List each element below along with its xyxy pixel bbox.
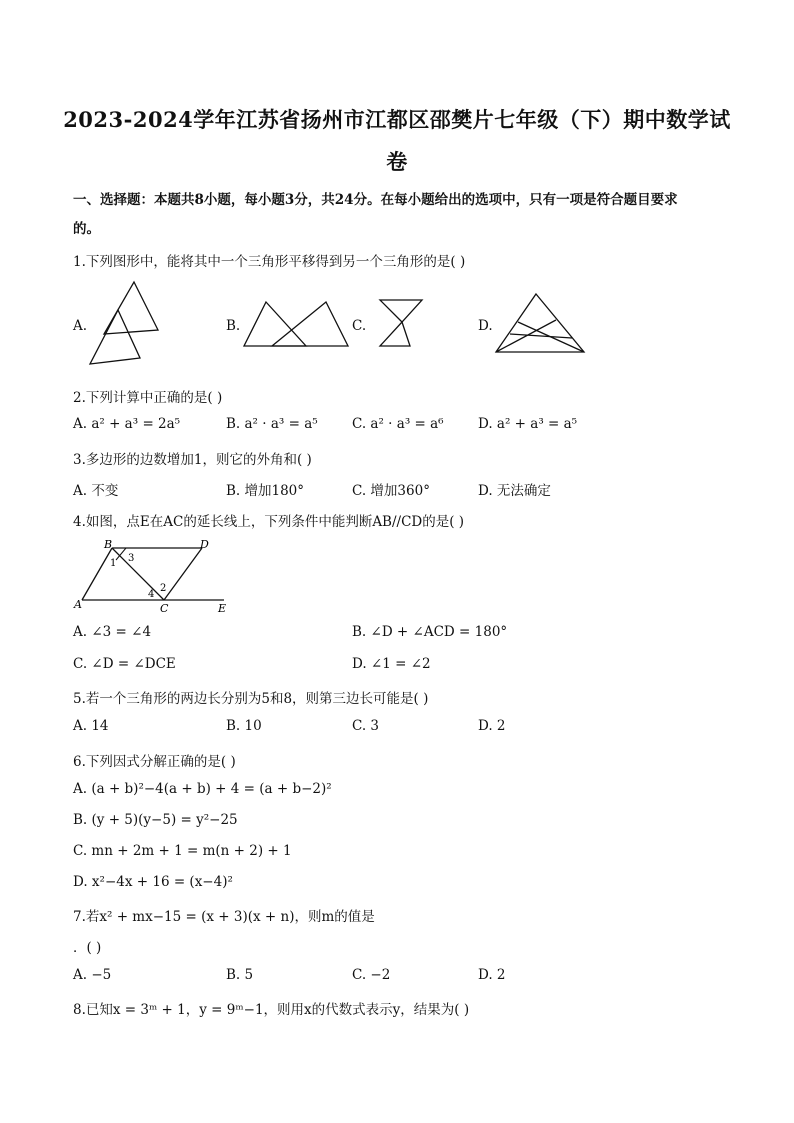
q2-option-a: A. a² + a³ = 2a⁵ [73,416,181,432]
q2-option-d: D. a² + a³ = a⁵ [478,416,578,432]
q4-label-E: E [218,602,227,614]
q4-option-a: A. ∠3 = ∠4 [73,624,152,640]
q4-option-d: D. ∠1 = ∠2 [352,656,431,672]
q3-option-b: B. 增加180° [226,483,305,499]
section-heading-line1: 一、选择题：本题共8小题，每小题3分，共24分。在每小题给出的选项中，只有一项是符合题目要求 [73,192,678,208]
q6-stem: 6.下列因式分解正确的是( ) [73,754,236,770]
q1-option-d-label: D. [478,318,493,334]
q4-figure [72,536,232,614]
q4-option-c: C. ∠D = ∠DCE [73,656,176,672]
q7-option-a: A. −5 [73,967,112,983]
q1-figure-d [494,290,588,356]
q3-stem: 3.多边形的边数增加1，则它的外角和( ) [73,452,312,468]
q6-option-b: B. (y + 5)(y−5) = y²−25 [73,812,238,828]
q1-option-c-label: C. [352,318,367,334]
q1-option-b-label: B. [226,318,241,334]
q5-option-a: A. 14 [73,718,109,734]
q6-option-a: A. (a + b)²−4(a + b) + 4 = (a + b−2)² [73,781,332,797]
q6-option-c: C. mn + 2m + 1 = m(n + 2) + 1 [73,843,292,859]
q1-option-a-label: A. [73,318,88,334]
q7-option-b: B. 5 [226,967,254,983]
q7-option-c: C. −2 [352,967,391,983]
q4-stem: 4.如图，点E在AC的延长线上，下列条件中能判断AB//CD的是( ) [73,514,465,530]
q5-stem: 5.若一个三角形的两边长分别为5和8，则第三边长可能是( ) [73,691,429,707]
q1-stem: 1.下列图形中，能将其中一个三角形平移得到另一个三角形的是( ) [73,254,466,270]
q4-label-C: C [160,602,169,614]
q4-angle-1: 1 [110,558,117,569]
q3-option-c: C. 增加360° [352,483,430,499]
q5-option-b: B. 10 [226,718,262,734]
q2-option-c: C. a² · a³ = a⁶ [352,416,444,432]
q7-option-d: D. 2 [478,967,506,983]
q5-option-c: C. 3 [352,718,380,734]
q3-option-d: D. 无法确定 [478,483,551,499]
exam-title-line1: 2023-2024学年江苏省扬州市江都区邵樊片七年级（下）期中数学试 [63,107,731,132]
section-heading-line2: 的。 [73,221,100,237]
q1-figure-b [242,296,352,350]
exam-title-line2: 卷 [386,149,408,174]
q6-option-d: D. x²−4x + 16 = (x−4)² [73,874,233,890]
q4-angle-4: 4 [148,589,155,600]
q7-stem: 7.若x² + mx−15 = (x + 3)(x + n)，则m的值是 [73,909,375,925]
q1-figure-a [86,278,162,370]
q2-option-b: B. a² · a³ = a⁵ [226,416,318,432]
q4-label-D: D [200,538,209,551]
q8-stem: 8.已知x = 3ᵐ + 1，y = 9ᵐ−1，则用x的代数式表示y，结果为( ) [73,1002,470,1018]
q5-option-d: D. 2 [478,718,506,734]
q4-angle-3: 3 [128,553,135,564]
q2-stem: 2.下列计算中正确的是( ) [73,390,223,406]
q1-figure-c [378,296,428,350]
q3-option-a: A. 不变 [73,483,119,499]
q7-stem-continued: ．( ) [73,940,102,956]
q4-angle-2: 2 [160,583,167,594]
q4-option-b: B. ∠D + ∠ACD = 180° [352,624,508,640]
q4-label-B: B [104,538,113,551]
q4-label-A: A [74,598,82,611]
